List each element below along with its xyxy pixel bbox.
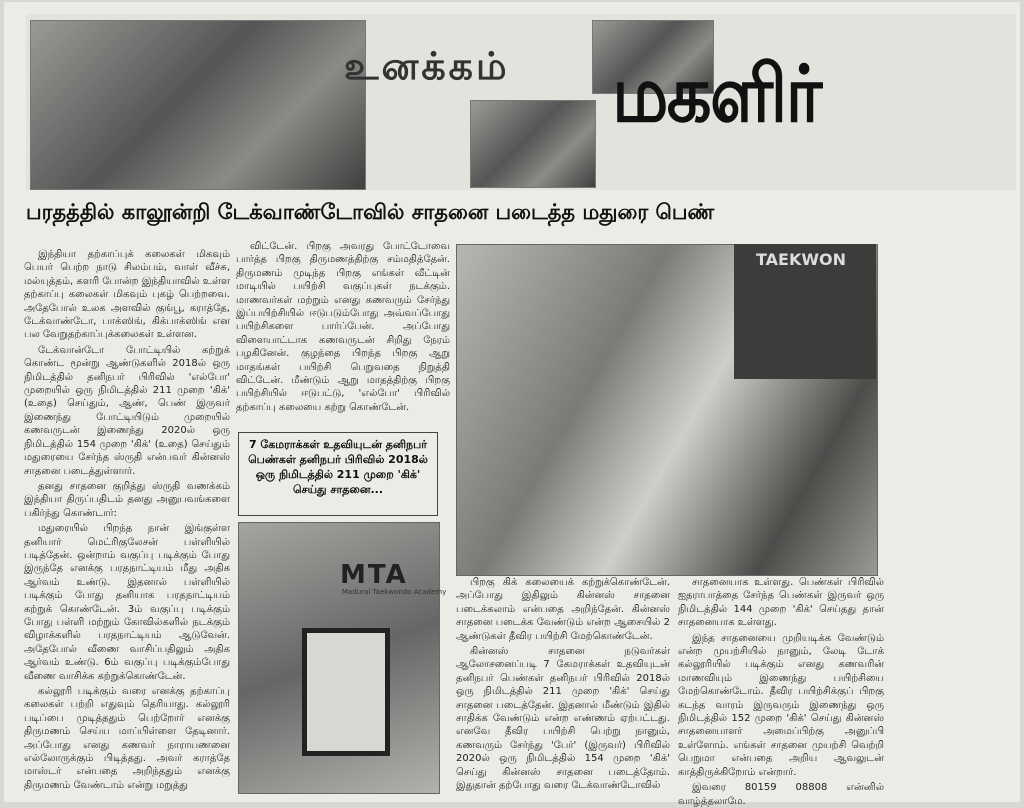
article-column-2 xyxy=(236,240,450,430)
paragraph: சாதனையாக உள்ளது. பெண்கள் பிரிவில் ஐதராபாத்தை சேர்ந்த பெண்கள் இருவர் ஒரு நிமிடத்தில் 144 முறை 'கிக்' செய்தது தான் சாதனையாக உள்ளது. xyxy=(678,577,884,629)
paragraph: தனது சாதனை குறித்து ஸ்ருதி வணக்கம் இந்தியா திருப்பதிடம் தனது அனுபவங்களை பகிர்ந்து கொண்டார்: xyxy=(24,480,230,519)
pull-quote-box: 7 கேமராக்கள் உதவியுடன் தனிநபர் பெண்கள் தனிநபர் பிரிவில் 2018ல் ஒரு நிமிடத்தில் 211 முறை 'கிக்' செய்து சாதனை... xyxy=(238,432,438,516)
paragraph: கல்லூரி படிக்கும் வரை எனக்கு தற்காப்பு கலைகள் பற்றி எதுவும் தெரியாது. கல்லூரி படிப்பை முடித்ததும் பெற்றோர் எனக்கு திருமணம் செய்ய மாப்பிள்ளை தேடினார். அப்போது எனது கணவர் நாராயணனை எல்லோருக்கும் பிடித்தது. அவர் கராத்தே மாஸ்டர் என்பதை அறிந்ததும் எனக்கு திருமணம் வேண்டாம் என்று மறுத்து xyxy=(24,686,230,791)
article-column-1 xyxy=(24,248,230,798)
academy-sign-title: MTA xyxy=(340,560,408,590)
paragraph: விட்டேன். பிறகு அவரது போட்டோவை பார்த்த பிறகு திருமணத்திற்கு சம்மதித்தேன். திருமணம் முடிந்த பிறகு எங்கள் வீட்டின் மாடியில் பயிற்சி வகுப்புகள் நடக்கும். மாணவர்கள் மற்றும் எனது கணவரும் சேர்ந்து இப்பயிற்சியில் ஈடுபடும்போது அவ்வப்போது பயிற்சிகளை பார்ப்பேன். அப்போது விளையாட்டாக கணவருடன் சிறிது நேரம் பழகினேன். குழந்தை பிறந்த பிறகு ஆறு மாதங்கள் பயிற்சி பெறுவதை நிறுத்தி விட்டேன். மீண்டும் ஆறு மாதத்திற்கு பிறகு பயிற்சியில் ஈடுபட்டு, 'எல்போ' பிரிவில் தற்காப்பு கலையை கற்று கொண்டேன். xyxy=(236,241,450,413)
banner-magalir-title: மகளிர் xyxy=(612,50,821,140)
banner-photo-women-group xyxy=(30,20,366,190)
banner-photo-students xyxy=(470,100,596,188)
poster-text: TAEKWON xyxy=(756,250,847,269)
paragraph: இவரை 80159 08808 என்னில் வாழ்த்தலாமே. xyxy=(678,782,884,807)
banner-welcome-text: உனக்கம் xyxy=(344,44,510,88)
paragraph: இந்தியா தற்காப்புக் கலைகள் மிகவும் பெயர் பெற்ற நாடு சிலம்பம், வாள் வீச்சு, மல்யுத்தம், களரி போன்ற இந்தியாவில் உள்ள தற்காப்பு கலைகள் மிகவும் புகழ் பெற்றவை. அதேபோல் உலக அளவில் குங்பூ, கராத்தே, டேக்வாண்டோ, பாக்ஸிங், கிக்பாக்ஸிங் என பல வேறுதற்காப்புக்கலைகள் உள்ளன. xyxy=(24,249,230,341)
paragraph: கின்னஸ் சாதனை நடுவர்கள் ஆலோசனைப்படி 7 கேமராக்கள் உதவியுடன் தனிநபர் பெண்கள் தனிநபர் பிரிவில் 2018ல் ஒரு நிமிடத்தில் 211 முறை 'கிக்' செய்து சாதனை படைத்தேன். இதனால் மீண்டும் இதில் சாதிக்க வேண்டும் என்ற எண்ணம் ஏற்பட்டது. எனவே தீவிர பயிற்சி பெற்று நானும், கணவரும் சேர்ந்து 'பேர்' (இருவர்) பிரிவில் 2020ல் ஒரு நிமிடத்தில் 154 முறை 'கிக்' செய்து கின்னஸ் சாதனை படைத்தோம். இதுதான் தற்போது வரை டேக்வாண்டோவில் xyxy=(456,646,670,792)
paragraph: டேக்வான்டோ போட்டியில் கற்றுக் கொண்ட மூன்று ஆண்டுகளில் 2018ல் ஒரு நிமிடத்தில் தனிநபர் பிரிவில் 'எல்போ' முறையில் ஒரு நிமிடத்தில் 211 முறை 'கிக்' (உதை) செய்தும், ஆண், பெண் இருவர் இணைந்து போட்டியிடும் முறையில் கணவருடன் இணைந்து 2020ல் ஒரு நிமிடத்தில் 154 முறை 'கிக்' (உதை) செய்தும் மதுரையை சேர்ந்த ஸ்ருதி என்பவர் கின்னஸ் சாதனை படைத்துள்ளார். xyxy=(24,344,230,477)
paragraph: இந்த சாதனையை முறியடிக்க வேண்டும் என்ற முயற்சியில் நானும், லேடி டோக் கல்லூரியில் படிக்கும் எனது கணவரின் மாணவியும் இணைந்து பயிற்சியை மேற்கொண்டோம். தீவிர பயிற்சிக்குப் பிறகு கடந்த வாரம் இருவரும் இணைந்து ஒரு நிமிடத்தில் 152 முறை 'கிக்' செய்து கின்னஸ் சாதனையாளர் அமைப்பிற்கு அனுப்பி உள்ளோம். எங்கள் சாதனை முயற்சி வெற்றி பெறுமா என்பதை அறிய ஆவலுடன் காத்திருக்கிறோம் என்றார். xyxy=(678,632,884,778)
article-column-4 xyxy=(678,576,884,807)
article-column-3 xyxy=(456,576,670,798)
article-headline: பரதத்தில் காலூன்றி டேக்வாண்டோவில் சாதனை படைத்த மதுரை பெண் xyxy=(26,200,715,224)
academy-sign-subtitle: Madurai Taekwondo Academy xyxy=(342,588,447,596)
masthead-banner xyxy=(26,14,1016,190)
paragraph: பிறகு கிக் கலையைக் கற்றுக்கொண்டேன். அப்போது இதிலும் கின்னஸ் சாதனை படைக்கலாம் என்பதை அறிந்தேன். கின்னஸ் சாதனை படைக்க வேண்டும் என்ற ஆசையில் 2 ஆண்டுகள் தீவிர பயிற்சி மேற்கொண்டேன். xyxy=(456,577,670,642)
paragraph: மதுரையில் பிறந்த நான் இங்குள்ள தனியார் மெட்ரிகுலேசன் பள்ளியில் படித்தேன். ஒன்றாம் வகுப்பு படிக்கும் போது இருந்தே எனக்கு பரதநாட்டியம் மீது அதிக ஆர்வம் உண்டு. இதனால் பள்ளியில் படிக்கும் போது தனியாக பரதநாட்டியம் கற்றுக் கொண்டேன். 3ம் வகுப்பு படிக்கும் போது பள்ளி மற்றும் கோவில்களில் நடக்கும் விழாக்களில் பரதநாட்டியம் ஆடுவேன். அதேபோல் வீணை வாசிப்பதிலும் அதிக ஆர்வம் உண்டு. 6ம் வகுப்பு படிக்கும்போது வீணை வாசிக்க கற்றுக்கொண்டேன். xyxy=(24,523,230,682)
guinness-certificate-frame xyxy=(302,628,390,756)
